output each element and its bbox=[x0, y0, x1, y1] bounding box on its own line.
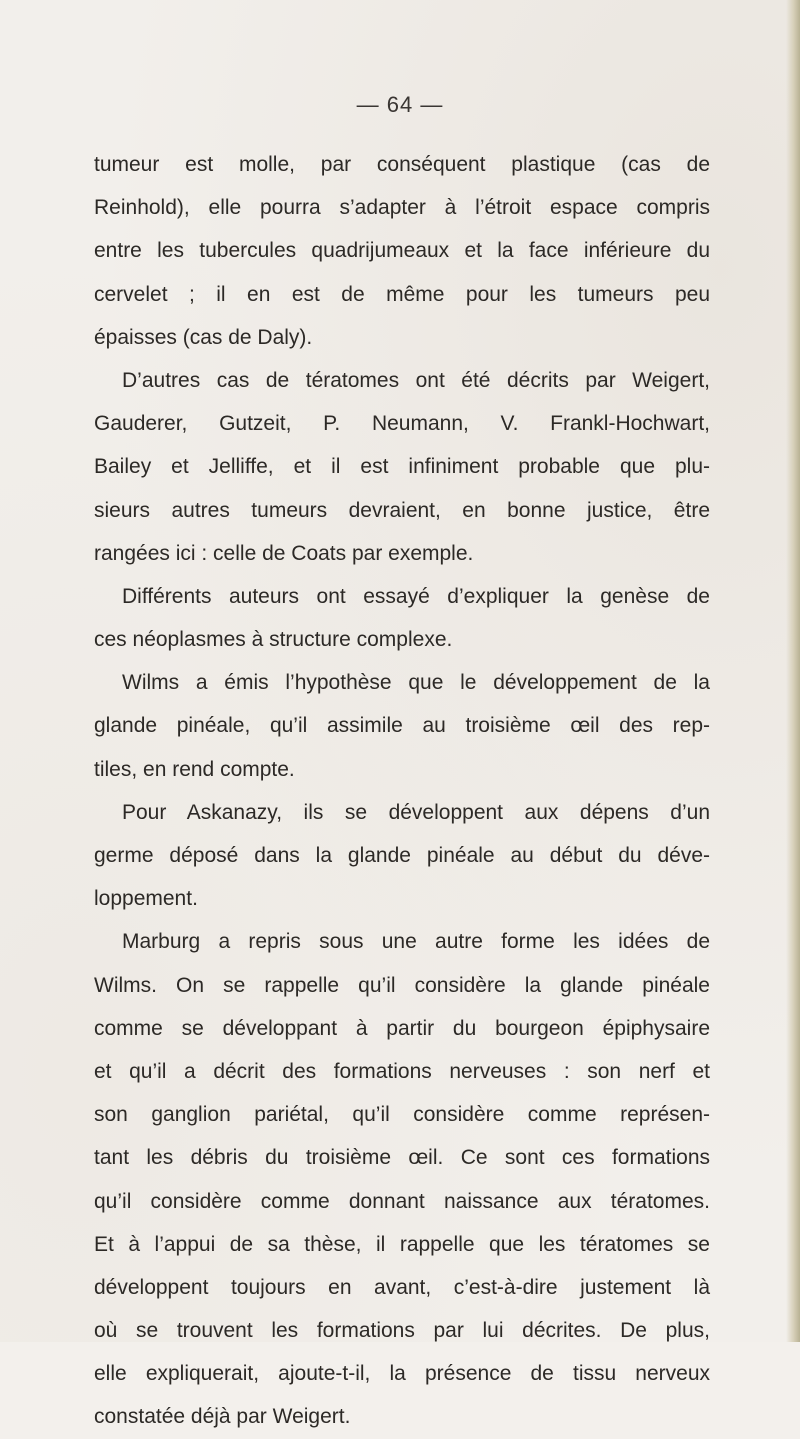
text-line: tiles, en rend compte. bbox=[94, 757, 295, 781]
paragraph-first-line: Wilms a émis l’hypothèse que le développement de la bbox=[122, 671, 710, 695]
text-line: ces néoplasmes à structure complexe. bbox=[94, 628, 453, 652]
text-line: et qu’il a décrit des formations nerveuses : son nerf et bbox=[94, 1059, 710, 1083]
paragraph-first-line: Marburg a repris sous une autre forme les idées de bbox=[122, 930, 710, 954]
text-line: Bailey et Jelliffe, et il est infiniment probable que plu- bbox=[94, 455, 710, 479]
text-line: cervelet ; il en est de même pour les tumeurs peu bbox=[94, 282, 710, 306]
text-line: comme se développant à partir du bourgeon épiphysaire bbox=[94, 1016, 710, 1040]
text-line: elle expliquerait, ajoute-t-il, la présence de tissu nerveux bbox=[94, 1362, 710, 1386]
body-text bbox=[94, 143, 710, 1439]
text-line: Reinhold), elle pourra s’adapter à l’étroit espace compris bbox=[94, 196, 710, 220]
paragraph-first-line: D’autres cas de tératomes ont été décrits par Weigert, bbox=[122, 368, 710, 392]
text-line: germe déposé dans la glande pinéale au début du déve- bbox=[94, 844, 710, 867]
text-line: Wilms. On se rappelle qu’il considère la glande pinéale bbox=[94, 973, 710, 997]
page-number: — 64 — bbox=[356, 92, 444, 117]
text-line: sieurs autres tumeurs devraient, en bonne justice, être bbox=[94, 498, 710, 522]
paragraph-first-line: Pour Askanazy, ils se développent aux dépens d’un bbox=[122, 800, 710, 824]
text-line: rangées ici : celle de Coats par exemple. bbox=[94, 541, 474, 565]
text-line: glande pinéale, qu’il assimile au troisième œil des rep- bbox=[94, 714, 710, 738]
text-line: tumeur est molle, par conséquent plastique (cas de bbox=[94, 153, 710, 176]
text-line: son ganglion pariétal, qu’il considère comme représen- bbox=[94, 1103, 710, 1127]
page-edge-shadow bbox=[786, 0, 800, 1342]
text-line: entre les tubercules quadrijumeaux et la face inférieure du bbox=[94, 239, 710, 263]
text-line: où se trouvent les formations par lui décrites. De plus, bbox=[94, 1319, 710, 1343]
text-line: constatée déjà par Weigert. bbox=[94, 1405, 351, 1429]
text-line: développent toujours en avant, c’est-à-dire justement là bbox=[94, 1275, 710, 1299]
text-line: Gauderer, Gutzeit, P. Neumann, V. Frankl-Hochwart, bbox=[94, 412, 710, 436]
text-line: qu’il considère comme donnant naissance aux tératomes. bbox=[94, 1189, 710, 1213]
text-line: loppement. bbox=[94, 887, 198, 911]
text-line: tant les débris du troisième œil. Ce sont ces formations bbox=[94, 1146, 710, 1170]
text-line: Et à l’appui de sa thèse, il rappelle que les tératomes se bbox=[94, 1232, 710, 1256]
paragraph-first-line: Différents auteurs ont essayé d’expliquer la genèse de bbox=[122, 584, 710, 608]
text-line: épaisses (cas de Daly). bbox=[94, 325, 313, 349]
